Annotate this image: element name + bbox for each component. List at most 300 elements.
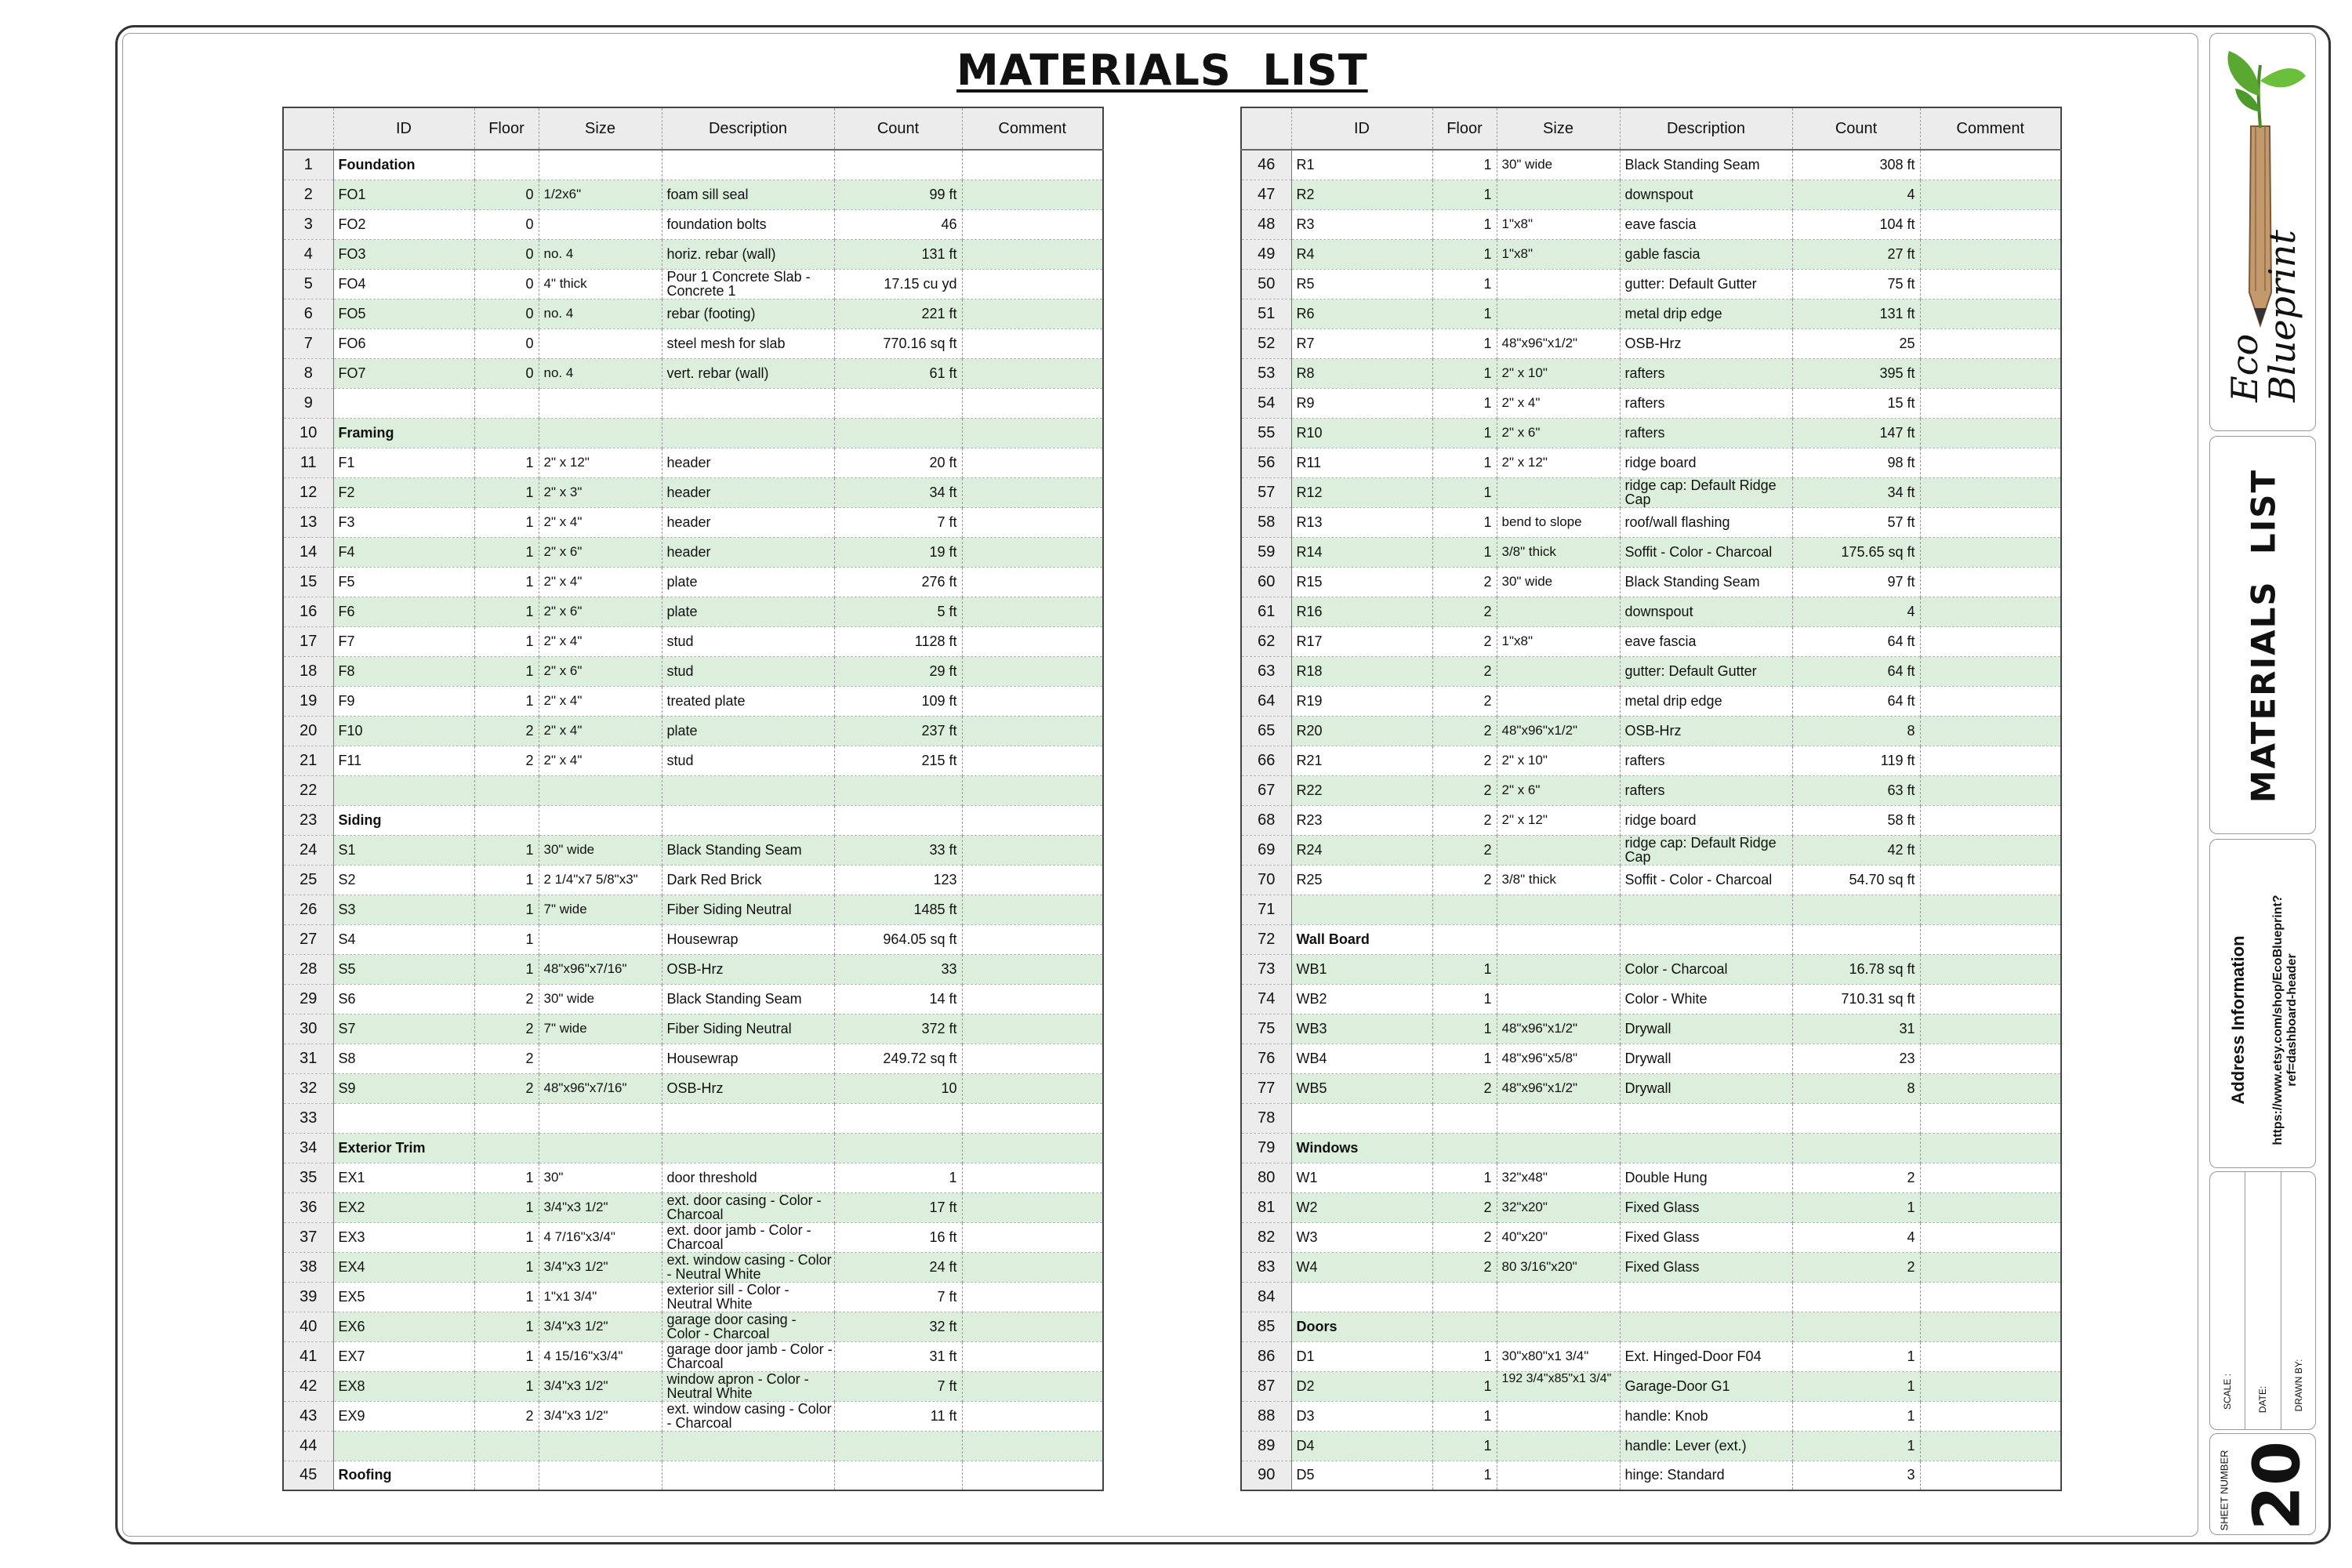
cell-id: W2 [1291,1192,1432,1222]
cell-floor: 2 [474,1014,539,1044]
cell-floor: 1 [474,597,539,626]
cell-comment [1920,1014,2061,1044]
cell-floor [1432,1312,1497,1341]
table-row [283,1312,1103,1341]
table-row [1241,1282,2061,1312]
cell-floor: 2 [1432,865,1497,895]
cell-count: 64 ft [1792,656,1920,686]
cell-description [662,1461,834,1490]
shop-url[interactable]: https://www.etsy.com/shop/EcoBlueprint? ref=dashboard-header [2271,895,2299,1145]
table-row [1241,716,2061,746]
cell-id: S1 [333,835,474,865]
cell-count: 2 [1792,1252,1920,1282]
cell-size: 2" x 4" [539,716,662,746]
cell-comment [1920,1282,2061,1312]
cell-description [1620,895,1792,924]
row-number: 11 [283,448,333,477]
cell-count: 123 [834,865,962,895]
cell-id: R17 [1291,626,1432,656]
scale-label: SCALE : [2222,1373,2233,1410]
table-row [1241,388,2061,418]
cell-comment [962,1103,1103,1133]
cell-floor: 1 [474,686,539,716]
cell-comment [962,954,1103,984]
cell-comment [962,1073,1103,1103]
cell-floor [1432,924,1497,954]
cell-floor: 2 [474,746,539,775]
cell-id: EX3 [333,1222,474,1252]
cell-floor: 1 [1432,1371,1497,1401]
cell-size [539,924,662,954]
cell-description: plate [662,567,834,597]
cell-size: 48"x96"x7/16" [539,954,662,984]
cell-count: 147 ft [1792,418,1920,448]
cell-comment [962,507,1103,537]
cell-floor: 2 [1432,567,1497,597]
cell-count: 20 ft [834,448,962,477]
cell-comment [1920,239,2061,269]
cell-floor [474,388,539,418]
table-row [1241,1222,2061,1252]
cell-comment [1920,269,2061,299]
row-number: 13 [283,507,333,537]
cell-description: vert. rebar (wall) [662,358,834,388]
row-number: 22 [283,775,333,805]
row-number: 8 [283,358,333,388]
cell-size [1497,895,1620,924]
table-row [283,1163,1103,1192]
cell-size: 3/4"x3 1/2" [539,1252,662,1282]
cell-comment [1920,418,2061,448]
cell-floor: 1 [474,954,539,984]
cell-count [834,1431,962,1461]
table-header-row [283,107,1103,150]
cell-size: 3/4"x3 1/2" [539,1192,662,1222]
cell-id: EX7 [333,1341,474,1371]
cell-description: OSB-Hrz [662,1073,834,1103]
cell-comment [1920,299,2061,328]
cell-description: gable fascia [1620,239,1792,269]
cell-size [1497,299,1620,328]
cell-floor: 2 [1432,686,1497,716]
date-label: DATE: [2257,1385,2268,1414]
cell-id: R4 [1291,239,1432,269]
cell-description [662,418,834,448]
cell-comment [962,656,1103,686]
cell-comment [1920,865,2061,895]
cell-count: 4 [1792,597,1920,626]
cell-id: R10 [1291,418,1432,448]
cell-floor: 1 [1432,418,1497,448]
cell-comment [1920,507,2061,537]
table-row [1241,746,2061,775]
cell-size: 7" wide [539,1014,662,1044]
cell-count: 131 ft [834,239,962,269]
cell-count: 99 ft [834,180,962,209]
cell-floor: 1 [474,1192,539,1222]
cell-count: 58 ft [1792,805,1920,835]
cell-count: 104 ft [1792,209,1920,239]
section-row [1241,1133,2061,1163]
cell-count: 31 [1792,1014,1920,1044]
cell-description: Ext. Hinged-Door F04 [1620,1341,1792,1371]
column-header-description: Description [1620,107,1792,150]
cell-count: 175.65 sq ft [1792,537,1920,567]
row-number: 67 [1241,775,1291,805]
cell-floor: 2 [1432,1192,1497,1222]
cell-floor: 2 [1432,746,1497,775]
cell-floor: 1 [474,1252,539,1282]
cell-id: S8 [333,1044,474,1073]
cell-id: R12 [1291,477,1432,507]
cell-description: ridge cap: Default Ridge Cap [1620,477,1792,507]
cell-comment [1920,1401,2061,1431]
row-number: 89 [1241,1431,1291,1461]
cell-floor: 1 [474,626,539,656]
cell-count [834,775,962,805]
cell-count: 119 ft [1792,746,1920,775]
cell-description: header [662,537,834,567]
cell-comment [962,1371,1103,1401]
cell-description: plate [662,716,834,746]
cell-count: 770.16 sq ft [834,328,962,358]
cell-size: 30"x80"x1 3/4" [1497,1341,1620,1371]
row-number: 2 [283,180,333,209]
row-number: 4 [283,239,333,269]
cell-comment [1920,1103,2061,1133]
cell-id: WB5 [1291,1073,1432,1103]
cell-id: FO4 [333,269,474,299]
cell-id [333,775,474,805]
cell-size [1497,656,1620,686]
cell-count: 7 ft [834,1371,962,1401]
cell-comment [962,895,1103,924]
cell-comment [962,1222,1103,1252]
row-number: 63 [1241,656,1291,686]
cell-id: D1 [1291,1341,1432,1371]
row-number: 50 [1241,269,1291,299]
cell-floor: 0 [474,299,539,328]
row-number: 69 [1241,835,1291,865]
table-row [283,328,1103,358]
row-number: 82 [1241,1222,1291,1252]
row-number: 1 [283,150,333,180]
cell-count [834,388,962,418]
sheet-title-panel [2209,436,2316,834]
cell-floor: 1 [1432,328,1497,358]
cell-size: 1"x1 3/4" [539,1282,662,1312]
cell-id: EX2 [333,1192,474,1222]
cell-size [539,388,662,418]
section-row [283,150,1103,180]
cell-size: 2" x 6" [539,537,662,567]
row-number: 35 [283,1163,333,1192]
cell-size: bend to slope [1497,507,1620,537]
cell-description: Drywall [1620,1014,1792,1044]
table-row [283,984,1103,1014]
table-row [283,626,1103,656]
column-header-description: Description [662,107,834,150]
cell-size [539,209,662,239]
cell-id: D3 [1291,1401,1432,1431]
row-number: 75 [1241,1014,1291,1044]
row-number: 70 [1241,865,1291,895]
cell-id: R2 [1291,180,1432,209]
cell-count: 249.72 sq ft [834,1044,962,1073]
row-number: 39 [283,1282,333,1312]
table-row [283,1371,1103,1401]
cell-count: 2 [1792,1163,1920,1192]
table-row [1241,269,2061,299]
row-number: 54 [1241,388,1291,418]
row-number: 66 [1241,746,1291,775]
cell-floor: 1 [1432,984,1497,1014]
cell-count: 276 ft [834,567,962,597]
cell-description: door threshold [662,1163,834,1192]
cell-id: EX4 [333,1252,474,1282]
cell-id: FO2 [333,209,474,239]
cell-count: 308 ft [1792,150,1920,180]
cell-floor: 2 [474,984,539,1014]
cell-description: handle: Lever (ext.) [1620,1431,1792,1461]
cell-size [539,328,662,358]
cell-count: 1 [834,1163,962,1192]
cell-comment [1920,1222,2061,1252]
cell-comment [962,150,1103,180]
cell-description: Black Standing Seam [662,984,834,1014]
table-row [1241,656,2061,686]
cell-description: exterior sill - Color - Neutral White [662,1282,834,1312]
section-row [283,418,1103,448]
cell-id: R9 [1291,388,1432,418]
cell-count: 34 ft [1792,477,1920,507]
row-number: 49 [1241,239,1291,269]
cell-id: W4 [1291,1252,1432,1282]
cell-description: Black Standing Seam [1620,150,1792,180]
cell-description: Drywall [1620,1073,1792,1103]
cell-floor [1432,1133,1497,1163]
cell-comment [1920,1252,2061,1282]
cell-id: R14 [1291,537,1432,567]
cell-floor [1432,1282,1497,1312]
cell-size [1497,954,1620,984]
row-number: 45 [283,1461,333,1490]
cell-count: 3 [1792,1461,1920,1490]
cell-count: 64 ft [1792,686,1920,716]
cell-count [1792,1312,1920,1341]
cell-description: Fixed Glass [1620,1222,1792,1252]
cell-comment [1920,597,2061,626]
cell-size: 1"x8" [1497,209,1620,239]
cell-comment [1920,358,2061,388]
cell-floor: 2 [1432,716,1497,746]
cell-description [662,805,834,835]
cell-floor: 0 [474,209,539,239]
cell-floor: 1 [1432,1163,1497,1192]
cell-floor [474,1461,539,1490]
cell-comment [962,1014,1103,1044]
cell-comment [962,388,1103,418]
table-row [1241,626,2061,656]
cell-size [539,1044,662,1073]
table-row [283,209,1103,239]
cell-id: WB3 [1291,1014,1432,1044]
cell-id: FO6 [333,328,474,358]
cell-comment [1920,895,2061,924]
cell-count: 710.31 sq ft [1792,984,1920,1014]
cell-count: 1 [1792,1401,1920,1431]
cell-size [1497,686,1620,716]
logo-panel [2209,33,2316,431]
cell-id: R23 [1291,805,1432,835]
cell-comment [1920,924,2061,954]
cell-size: no. 4 [539,239,662,269]
cell-description: Dark Red Brick [662,865,834,895]
table-row [1241,865,2061,895]
row-number: 5 [283,269,333,299]
table-row [283,1014,1103,1044]
cell-count: 97 ft [1792,567,1920,597]
table-row [283,895,1103,924]
cell-comment [1920,537,2061,567]
cell-floor: 2 [474,716,539,746]
cell-count: 215 ft [834,746,962,775]
cell-size [1497,597,1620,626]
cell-description: Pour 1 Concrete Slab - Concrete 1 [662,269,834,299]
cell-count: 29 ft [834,656,962,686]
cell-floor: 2 [1432,1222,1497,1252]
table-row [1241,1371,2061,1401]
row-number: 72 [1241,924,1291,954]
cell-floor: 1 [1432,477,1497,507]
column-header-count: Count [1792,107,1920,150]
cell-comment [1920,567,2061,597]
cell-floor: 1 [1432,537,1497,567]
cell-description: foam sill seal [662,180,834,209]
cell-floor [474,1133,539,1163]
cell-floor: 1 [474,835,539,865]
cell-description: header [662,477,834,507]
cell-id: R19 [1291,686,1432,716]
cell-id: R18 [1291,656,1432,686]
table-row [1241,1461,2061,1490]
cell-floor: 1 [1432,299,1497,328]
table-row [1241,1073,2061,1103]
cell-id: WB1 [1291,954,1432,984]
table-row [283,180,1103,209]
cell-id: R24 [1291,835,1432,865]
cell-description: OSB-Hrz [662,954,834,984]
cell-floor: 1 [1432,180,1497,209]
cell-id: R1 [1291,150,1432,180]
cell-count: 237 ft [834,716,962,746]
row-number: 31 [283,1044,333,1073]
cell-comment [962,1341,1103,1371]
cell-floor: 1 [474,1222,539,1252]
cell-count: 8 [1792,716,1920,746]
cell-floor: 2 [1432,656,1497,686]
cell-id [1291,1103,1432,1133]
cell-floor [474,805,539,835]
cell-description [662,150,834,180]
cell-size [1497,1282,1620,1312]
row-number: 30 [283,1014,333,1044]
table-row [283,1252,1103,1282]
table-row [1241,448,2061,477]
cell-comment [962,1252,1103,1282]
cell-floor: 1 [1432,448,1497,477]
cell-size: 80 3/16"x20" [1497,1252,1620,1282]
cell-floor: 1 [474,448,539,477]
cell-id: EX8 [333,1371,474,1401]
cell-id: F11 [333,746,474,775]
cell-floor: 1 [474,537,539,567]
table-row [1241,150,2061,180]
row-number: 42 [283,1371,333,1401]
cell-floor [474,775,539,805]
cell-comment [1920,984,2061,1014]
cell-comment [962,209,1103,239]
table-row [1241,328,2061,358]
row-number: 36 [283,1192,333,1222]
cell-id: S6 [333,984,474,1014]
cell-size [539,1431,662,1461]
cell-count [834,1133,962,1163]
cell-count: 17.15 cu yd [834,269,962,299]
cell-description: eave fascia [1620,626,1792,656]
cell-count: 42 ft [1792,835,1920,865]
table-row [1241,209,2061,239]
cell-floor: 1 [1432,1044,1497,1073]
table-row [283,746,1103,775]
cell-comment [962,448,1103,477]
cell-count [834,418,962,448]
cell-comment [1920,180,2061,209]
cell-floor: 1 [1432,1341,1497,1371]
cell-floor: 0 [474,358,539,388]
cell-id: R13 [1291,507,1432,537]
cell-count [1792,1133,1920,1163]
cell-floor: 1 [474,567,539,597]
cell-description [1620,924,1792,954]
table-row [283,567,1103,597]
cell-comment [962,1133,1103,1163]
cell-floor: 1 [1432,358,1497,388]
cell-count: 1 [1792,1341,1920,1371]
cell-description [662,1431,834,1461]
table-row [1241,686,2061,716]
cell-size: 3/4"x3 1/2" [539,1312,662,1341]
cell-comment [962,984,1103,1014]
cell-description: Black Standing Seam [662,835,834,865]
cell-comment [1920,1192,2061,1222]
cell-floor: 1 [474,1282,539,1312]
cell-id: WB2 [1291,984,1432,1014]
cell-count: 25 [1792,328,1920,358]
table-row [283,597,1103,626]
cell-count: 5 ft [834,597,962,626]
cell-size: 2" x 4" [539,507,662,537]
table-row [1241,1431,2061,1461]
cell-comment [1920,626,2061,656]
cell-id: FO5 [333,299,474,328]
cell-description: window apron - Color - Neutral White [662,1371,834,1401]
row-number: 79 [1241,1133,1291,1163]
cell-floor [474,150,539,180]
cell-id: F5 [333,567,474,597]
table-row [1241,1044,2061,1073]
cell-comment [1920,1371,2061,1401]
